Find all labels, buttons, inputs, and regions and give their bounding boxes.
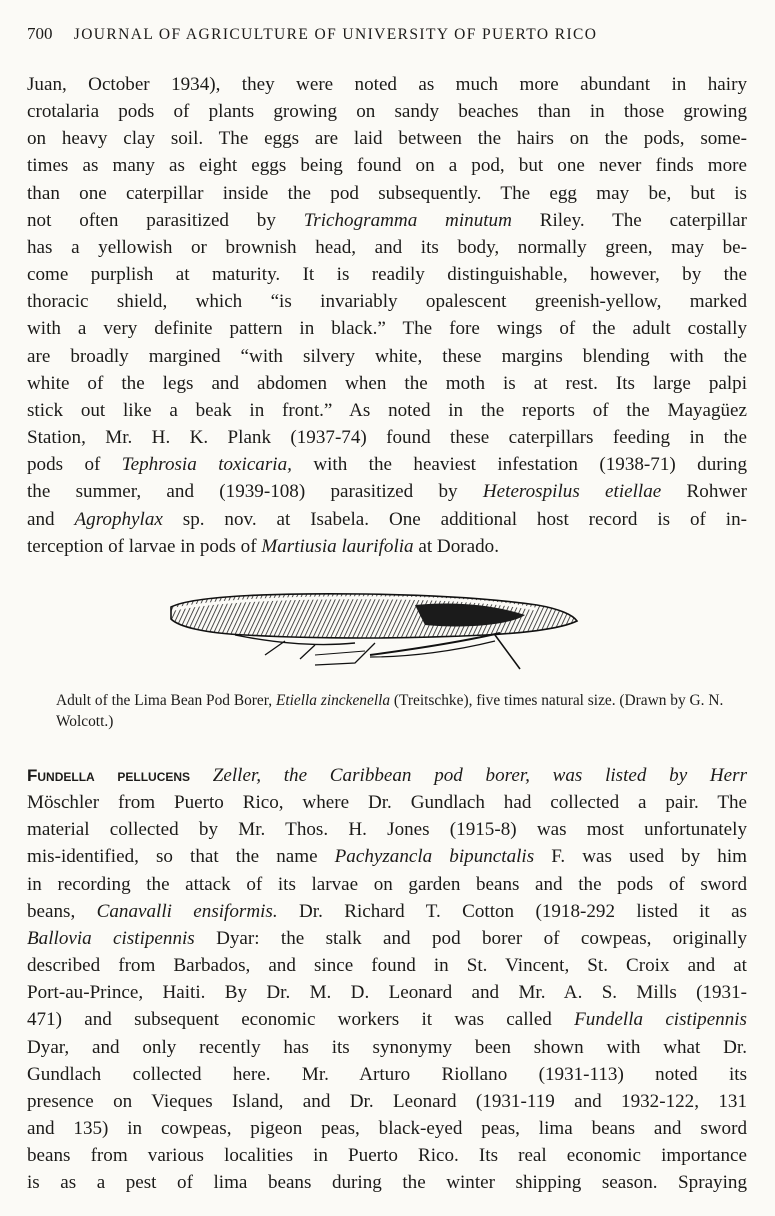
text-line <box>27 71 747 98</box>
text-line <box>27 424 747 451</box>
species-name: Agrophylax <box>74 508 163 530</box>
text-segment: come purplish at maturity. It is readily distinguishable, however, by the <box>27 264 747 286</box>
text-line <box>27 506 747 533</box>
text-segment: stick out like a beak in front.” As noted in the reports of the Mayagüez <box>27 399 747 421</box>
species-name: Martiusia laurifolia <box>261 535 414 557</box>
text-line <box>27 533 747 560</box>
text-line <box>27 898 747 925</box>
text-line <box>27 261 747 288</box>
text-line <box>27 1142 747 1169</box>
running-header <box>27 24 727 44</box>
text-line <box>27 816 747 843</box>
species-name: Heterospilus etiellae <box>482 481 662 503</box>
text-line <box>27 762 747 789</box>
text-line <box>27 397 747 424</box>
text-segment: Riley. The caterpillar <box>511 209 747 231</box>
text-segment: crotalaria pods of plants growing on sandy beaches than in those growing <box>27 101 747 123</box>
species-name: Pachyzancla bipunctalis <box>334 846 535 868</box>
text-segment: Dyar: the stalk and pod borer of cowpeas, originally <box>194 927 747 949</box>
text-line <box>27 478 747 505</box>
text-segment: in recording the attack of its larvae on garden beans and the pods of sword <box>27 873 747 895</box>
text-segment: material collected by Mr. Thos. H. Jones (1915-8) was most unfortunately <box>27 819 747 841</box>
text-segment: Dr. Richard T. Cotton (1918-292 listed it as <box>277 900 747 922</box>
text-segment: beans from various localities in Puerto Rico. Its real economic importance <box>27 1145 747 1167</box>
text-segment: sp. nov. at Isabela. One additional host record is of in- <box>162 508 747 530</box>
species-name: Canavalli ensiformis. <box>96 900 278 922</box>
text-segment: Port-au-Prince, Haiti. By Dr. M. D. Leonard and Mr. A. S. Mills (1931- <box>27 982 747 1004</box>
text-line <box>27 789 747 816</box>
text-segment: Juan, October 1934), they were noted as much more abundant in hairy <box>27 74 747 95</box>
text-segment: than one caterpillar inside the pod subsequently. The egg may be, but is <box>27 182 747 204</box>
text-line <box>27 234 747 261</box>
species-name: Tephrosia toxicaria, <box>121 454 292 476</box>
text-segment: with a very definite pattern in black.” The fore wings of the adult costally <box>27 318 747 340</box>
text-segment: mis-identified, so that the name <box>27 846 335 868</box>
text-segment: described from Barbados, and since found in St. Vincent, St. Croix and at <box>27 955 747 977</box>
species-name: Trichogramma minutum <box>303 209 512 231</box>
text-line <box>27 1169 747 1196</box>
species-heading: Fundella pellucens <box>27 766 191 785</box>
text-line <box>27 152 747 179</box>
text-segment: thoracic shield, which “is invariably opalescent greenish-yellow, marked <box>27 291 747 313</box>
text-line <box>27 871 747 898</box>
text-segment: the summer, and (1939-108) parasitized by <box>27 481 483 503</box>
paragraph-crotalaria-pod-borer <box>27 71 747 560</box>
text-segment: and 135) in cowpeas, pigeon peas, black-eyed peas, lima beans and sword <box>27 1118 747 1140</box>
text-line <box>27 180 747 207</box>
text-segment: on heavy clay soil. The eggs are laid between the hairs on the pods, some- <box>27 128 747 150</box>
text-segment: with the heaviest infestation (1938-71) during <box>291 454 747 476</box>
text-segment: Rohwer <box>661 481 747 503</box>
text-line <box>27 315 747 342</box>
text-segment: F. was used by him <box>534 846 747 868</box>
text-segment: white of the legs and abdomen when the moth is at rest. Its large palpi <box>27 372 747 394</box>
text-line <box>27 1034 747 1061</box>
text-segment: Dyar, and only recently has its synonymy been shown with what Dr. <box>27 1036 747 1058</box>
text-segment: times as many as eight eggs being found on a pod, but one never finds more <box>27 155 747 177</box>
text-segment: at Dorado. <box>413 535 499 557</box>
text-segment: Station, Mr. H. K. Plank (1937-74) found these caterpillars feeding in the <box>27 427 747 449</box>
text-segment: are broadly margined “with silvery white, these margins blending with the <box>27 345 747 367</box>
text-segment: pods of <box>27 454 122 476</box>
text-segment: is as a pest of lima beans during the winter shipping season. Spraying <box>27 1172 747 1194</box>
text-line <box>27 1006 747 1033</box>
caption-text-1: Adult of the Lima Bean Pod Borer, <box>56 692 276 709</box>
text-segment: and <box>27 508 75 530</box>
figure-caption <box>56 690 748 732</box>
species-name: Ballovia cistipennis <box>27 927 195 949</box>
text-line <box>27 925 747 952</box>
species-name: Zeller, the Caribbean pod borer, was listed by Herr <box>190 765 748 786</box>
text-line <box>27 370 747 397</box>
text-line <box>27 451 747 478</box>
text-line <box>27 1088 747 1115</box>
text-line <box>27 288 747 315</box>
text-line <box>27 843 747 870</box>
text-segment: Möschler from Puerto Rico, where Dr. Gundlach had collected a pair. The <box>27 792 747 814</box>
text-segment: 471) and subsequent economic workers it was called <box>27 1009 575 1031</box>
caption-species: Etiella zinckenella <box>275 692 391 709</box>
text-line <box>27 207 747 234</box>
text-line <box>27 1115 747 1142</box>
paragraph-fundella-pellucens <box>27 762 747 1197</box>
text-segment: terception of larvae in pods of <box>27 535 262 557</box>
species-name: Fundella cistipennis <box>574 1009 747 1031</box>
text-segment: beans, <box>27 900 97 922</box>
journal-title: JOURNAL OF AGRICULTURE OF UNIVERSITY OF PUERTO RICO <box>73 26 598 43</box>
page-number: 700 <box>27 24 53 43</box>
text-segment: Gundlach collected here. Mr. Arturo Riollano (1931-113) noted its <box>27 1063 747 1085</box>
text-line <box>27 125 747 152</box>
text-segment: presence on Vieques Island, and Dr. Leonard (1931-119 and 1932-122, 131 <box>27 1090 747 1112</box>
text-segment: not often parasitized by <box>27 209 304 231</box>
caption-text-2: (Treitschke), five times natural size. (Drawn by G. N. Wolcott.) <box>56 692 724 730</box>
text-line <box>27 98 747 125</box>
text-line <box>27 979 747 1006</box>
text-line <box>27 952 747 979</box>
text-line <box>27 343 747 370</box>
moth-illustration <box>165 585 585 675</box>
text-line <box>27 1061 747 1088</box>
text-segment: has a yellowish or brownish head, and its body, normally green, may be- <box>27 236 747 258</box>
